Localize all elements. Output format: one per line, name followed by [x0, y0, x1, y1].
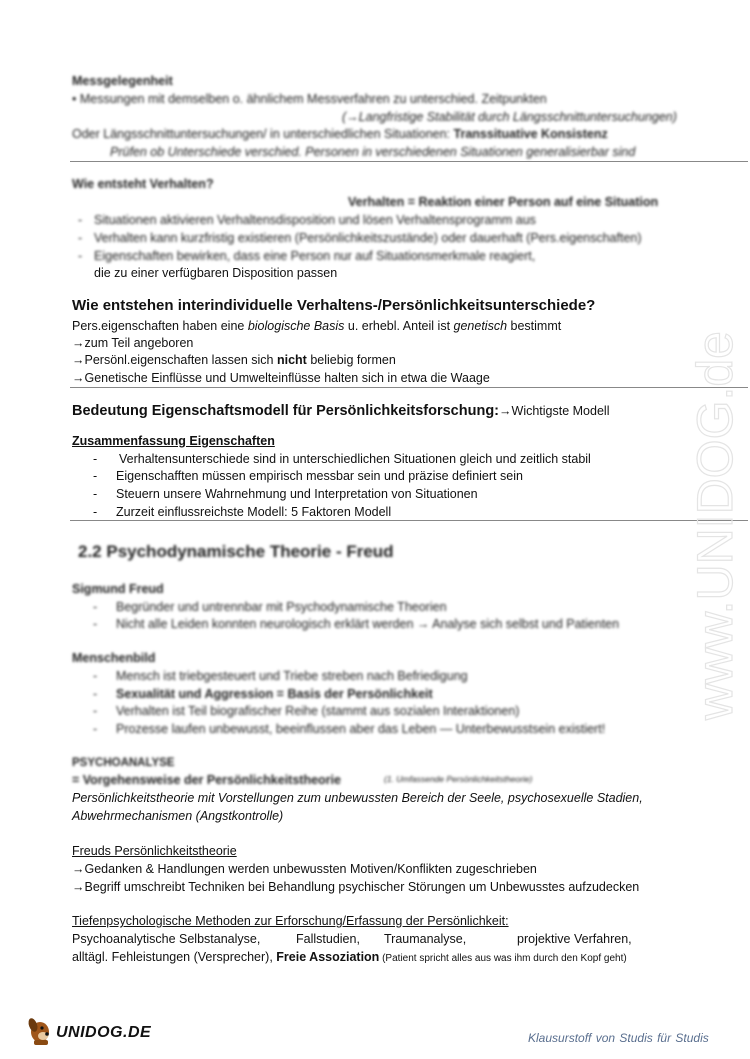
watermark	[640, 280, 750, 730]
bullet-dash: -	[78, 249, 83, 263]
unidog-logo	[24, 1012, 154, 1048]
blurred-bullet-text: Situationen aktivieren Verhaltensdisposition und lösen Verhaltensprogramm aus	[94, 213, 536, 227]
blurred-heading-freud: Sigmund Freud	[72, 582, 164, 596]
bullet-dash: -	[93, 505, 98, 519]
heading-interindividuelle-unterschiede: Wie entstehen interindividuelle Verhaltens-/Persönlichkeitsunterschiede?	[72, 297, 596, 314]
blurred-text-line: Prüfen ob Unterschiede verschied. Personen in verschiedenen Situationen generalisierbar sind	[110, 145, 636, 159]
blurred-bullet-text: Mensch ist triebgesteuert und Triebe streben nach Befriedigung	[116, 669, 468, 683]
heading-tail: →Wichtigste Modell	[499, 404, 610, 418]
method-item: projektive Verfahren,	[517, 932, 632, 946]
blurred-bullet-text: Prozesse laufen unbewusst, beeinflussen aber das Leben — Unterbewusstsein existiert!	[116, 722, 606, 736]
blurred-bullet-text: Nicht alle Leiden konnten neurologisch erklärt werden → Analyse sich selbst und Patienten	[116, 617, 620, 631]
bold-span: nicht	[276, 353, 307, 367]
blurred-heading-verhalten: Wie entsteht Verhalten?	[72, 177, 214, 191]
text-span: bestimmt	[507, 319, 562, 333]
summary-item: Eigenschafften müssen empirisch messbar sein und präzise definiert sein	[116, 469, 523, 483]
arrow-line: →Begriff umschreibt Techniken bei Behandlung psychischer Störungen um Unbewusstes aufzudecken	[72, 880, 640, 894]
method-item: Traumanalyse,	[384, 932, 467, 946]
heading-text: Bedeutung Eigenschaftsmodell für Persönlichkeitsforschung:	[72, 403, 500, 419]
text-span: beliebig formen	[306, 353, 396, 367]
bullet-dash: -	[93, 469, 98, 483]
summary-item: Verhaltensunterschiede sind in unterschiedlichen Situationen gleich und zeitlich stabil	[119, 452, 591, 466]
blurred-text-span: Oder Längsschnittuntersuchungen/ in unterschiedlichen Situationen:	[72, 127, 451, 141]
arrow-line-waage: →Genetische Einflüsse und Umwelteinflüsse halten sich in etwa die Waage	[72, 371, 490, 385]
arrow-line-formen	[72, 352, 396, 368]
summary-item: Zurzeit einflussreichste Modell: 5 Faktoren Modell	[116, 505, 392, 519]
watermark-svg	[640, 280, 750, 730]
arrow-line-angeboren: →zum Teil angeboren	[72, 336, 194, 350]
freuds-theorie-heading: Freuds Persönlichkeitstheorie	[72, 844, 237, 858]
divider	[70, 161, 748, 162]
tiefenpsychologie-heading: Tiefenpsychologische Methoden zur Erforschung/Erfassung der Persönlichkeit:	[72, 914, 509, 928]
blurred-section-title: 2.2 Psychodynamische Theorie - Freud	[78, 542, 394, 561]
bold-span: Freie Assoziation	[276, 950, 380, 964]
disposition-line: die zu einer verfügbaren Disposition passen	[94, 266, 338, 280]
bullet-dash: -	[93, 687, 98, 701]
blurred-heading-messgelegenheit: Messgelegenheit	[72, 74, 173, 88]
bullet-dash: -	[78, 213, 83, 227]
bullet-dash: -	[93, 669, 98, 683]
heading-bedeutung-eigenschaftsmodell	[72, 402, 609, 420]
text-span: →Persönl.eigenschaften lassen sich	[72, 353, 277, 367]
bullet-dash: -	[93, 600, 98, 614]
blurred-bold-span: Transsituative Konsistenz	[453, 127, 608, 141]
text-span: Pers.eigenschaften haben eine	[72, 319, 248, 333]
blurred-small-note: (1. Umfassende Persönlichkeitstheorie)	[384, 774, 533, 784]
text-span: alltägl. Fehleistungen (Versprecher),	[72, 950, 277, 964]
zusammenfassung-heading: Zusammenfassung Eigenschaften	[72, 434, 275, 448]
bullet-dash: -	[93, 487, 98, 501]
bullet-dash: -	[93, 617, 98, 631]
blurred-text-line: (→Langfristige Stabilität durch Längsschnittuntersuchungen)	[342, 110, 677, 124]
italic-span: biologische Basis	[247, 319, 345, 333]
pers-eigenschaften-line	[72, 318, 561, 334]
blurred-bullet-text: Verhalten kann kurzfristig existieren (Persönlichkeitszustände) oder dauerhaft (Pers.eigenschaften)	[94, 231, 642, 245]
blurred-formula: Verhalten = Reaktion einer Person auf eine Situation	[348, 195, 659, 209]
bullet-dash: -	[93, 722, 98, 736]
bullet-dash: -	[93, 452, 98, 466]
summary-item: Steuern unsere Wahrnehmung und Interpretation von Situationen	[116, 487, 478, 501]
text-span: u. erhebl. Anteil ist	[344, 319, 454, 333]
footer-tagline: Klausurstoff von Studis für Studis	[528, 1031, 709, 1045]
small-text-span: (Patient spricht alles aus was ihm durch den Kopf geht)	[379, 953, 627, 964]
blurred-text-line	[72, 126, 608, 142]
bullet-dash: -	[93, 704, 98, 718]
italic-text-line: Abwehrmechanismen (Angstkontrolle)	[72, 809, 284, 823]
method-item: Fallstudien,	[296, 932, 360, 946]
logo-text: UNIDOG.DE	[56, 1024, 152, 1041]
blurred-text-line: = Vorgehensweise der Persönlichkeitstheorie	[72, 773, 341, 787]
arrow-line: →Gedanken & Handlungen werden unbewussten Motiven/Konflikten zugeschrieben	[72, 862, 537, 876]
italic-span: genetisch	[453, 319, 508, 333]
bullet-dash: -	[78, 231, 83, 245]
blurred-bullet-text: Begründer und untrennbar mit Psychodynamische Theorien	[116, 600, 447, 614]
freie-assoziation-line	[72, 949, 627, 967]
blurred-bullet-text: Verhalten ist Teil biografischer Reihe (stammt aus sozialen Interaktionen)	[116, 704, 520, 718]
blurred-text-line: • Messungen mit demselben o. ähnlichem Messverfahren zu unterschied. Zeitpunkten	[72, 92, 547, 106]
method-item: Psychoanalytische Selbstanalyse,	[72, 932, 261, 946]
blurred-bullet-text: Eigenschaften bewirken, dass eine Person nur auf Situationsmerkmale reagiert,	[94, 249, 536, 263]
italic-text-line: Persönlichkeitstheorie mit Vorstellungen zum unbewussten Bereich der Seele, psychosexuelle Stadien,	[72, 791, 643, 805]
blurred-heading-menschenbild: Menschenbild	[72, 651, 156, 665]
watermark-text: www.UNIDOG.de	[687, 331, 743, 720]
blurred-heading-psychoanalyse: PSYCHOANALYSE	[72, 757, 175, 769]
blurred-bullet-text: Sexualität und Aggression = Basis der Persönlichkeit	[116, 687, 433, 701]
